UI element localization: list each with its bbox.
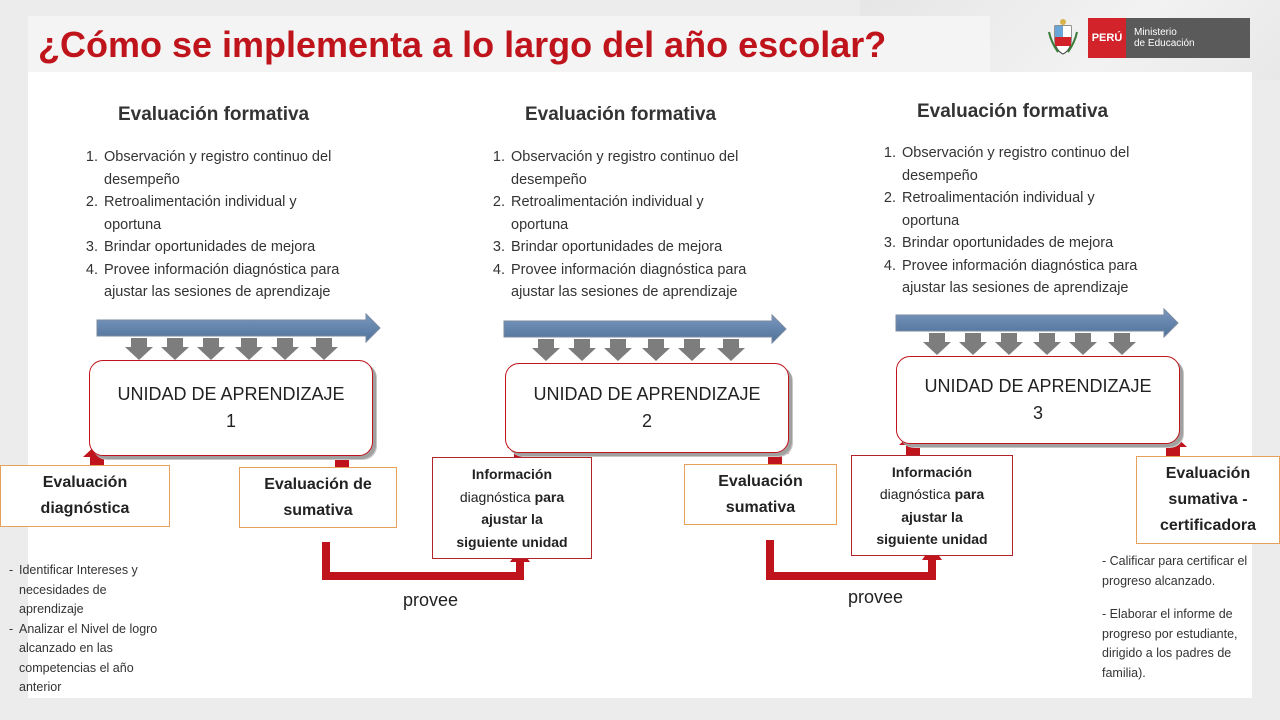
summative-evaluation-box-1: Evaluación de sumativa [239, 467, 397, 528]
timeline-arrow-3 [896, 309, 1178, 337]
list-item: 1. Observación y registro continuo del desempeño [883, 145, 1130, 184]
formative-steps-3 [866, 142, 1206, 300]
summative-evaluation-box-2: Evaluación sumativa [684, 464, 837, 525]
list-item: - Analizar el Nivel de logro alcanzado en las competencias el año anterior [9, 620, 199, 698]
list-item: - Identificar Intereses y necesidades de aprendizaje [9, 561, 199, 620]
formative-heading-1: Evaluación formativa [118, 104, 310, 125]
diagnostic-info-box-2: Información diagnóstica para ajustar la siguiente unidad [851, 455, 1013, 556]
formative-steps-2 [475, 146, 815, 304]
list-item: 3. Brindar oportunidades de mejora [85, 239, 316, 255]
list-item: 3. Brindar oportunidades de mejora [883, 235, 1114, 251]
timeline-arrow-2 [504, 315, 786, 343]
certification-notes: - Calificar para certificar el progreso alcanzado. - Elaborar el informe de progreso por estudiante, dirigido a los padres de familia). [1102, 554, 1248, 680]
list-item: 3. Brindar oportunidades de mejora [492, 239, 723, 255]
list-item: 2. Retroalimentación individual y oportuna [883, 190, 1095, 229]
learning-unit-3: UNIDAD DE APRENDIZAJE 3 [896, 356, 1180, 444]
list-item: 4. Provee información diagnóstica para ajustar las sesiones de aprendizaje [883, 257, 1138, 296]
down-arrows-2 [532, 339, 745, 361]
list-item: 2. Retroalimentación individual y oportuna [492, 194, 704, 233]
timeline-arrow-1 [97, 314, 380, 342]
down-arrows-3 [923, 333, 1136, 355]
logo-ministry: Ministerio de Educación [1126, 18, 1250, 58]
learning-unit-2: UNIDAD DE APRENDIZAJE 2 [505, 363, 789, 453]
diagnostic-evaluation-box: Evaluación diagnóstica [0, 465, 170, 527]
formative-steps-1 [68, 146, 408, 304]
diagnostic-info-box-1: Información diagnóstica para ajustar la siguiente unidad [432, 457, 592, 559]
formative-heading-3: Evaluación formativa [917, 101, 1109, 122]
learning-unit-1: UNIDAD DE APRENDIZAJE 1 [89, 360, 373, 456]
list-item: 1. Observación y registro continuo del desempeño [85, 149, 332, 188]
list-item: 4. Provee información diagnóstica para ajustar las sesiones de aprendizaje [492, 261, 747, 300]
provee-label-2: provee [848, 587, 904, 607]
list-item: 4. Provee información diagnóstica para ajustar las sesiones de aprendizaje [85, 261, 340, 300]
page-title: ¿Cómo se implementa a lo largo del año escolar? [38, 24, 887, 65]
down-arrows-1 [125, 338, 338, 360]
provee-label-1: provee [403, 590, 459, 610]
logo-country: PERÚ [1088, 18, 1126, 58]
list-item: 2. Retroalimentación individual y oportuna [85, 194, 297, 233]
list-item: 1. Observación y registro continuo del desempeño [492, 149, 739, 188]
formative-heading-2: Evaluación formativa [525, 104, 717, 125]
certifying-summative-box: Evaluación sumativa - certificadora [1136, 456, 1280, 544]
diagnostic-notes [9, 561, 199, 698]
